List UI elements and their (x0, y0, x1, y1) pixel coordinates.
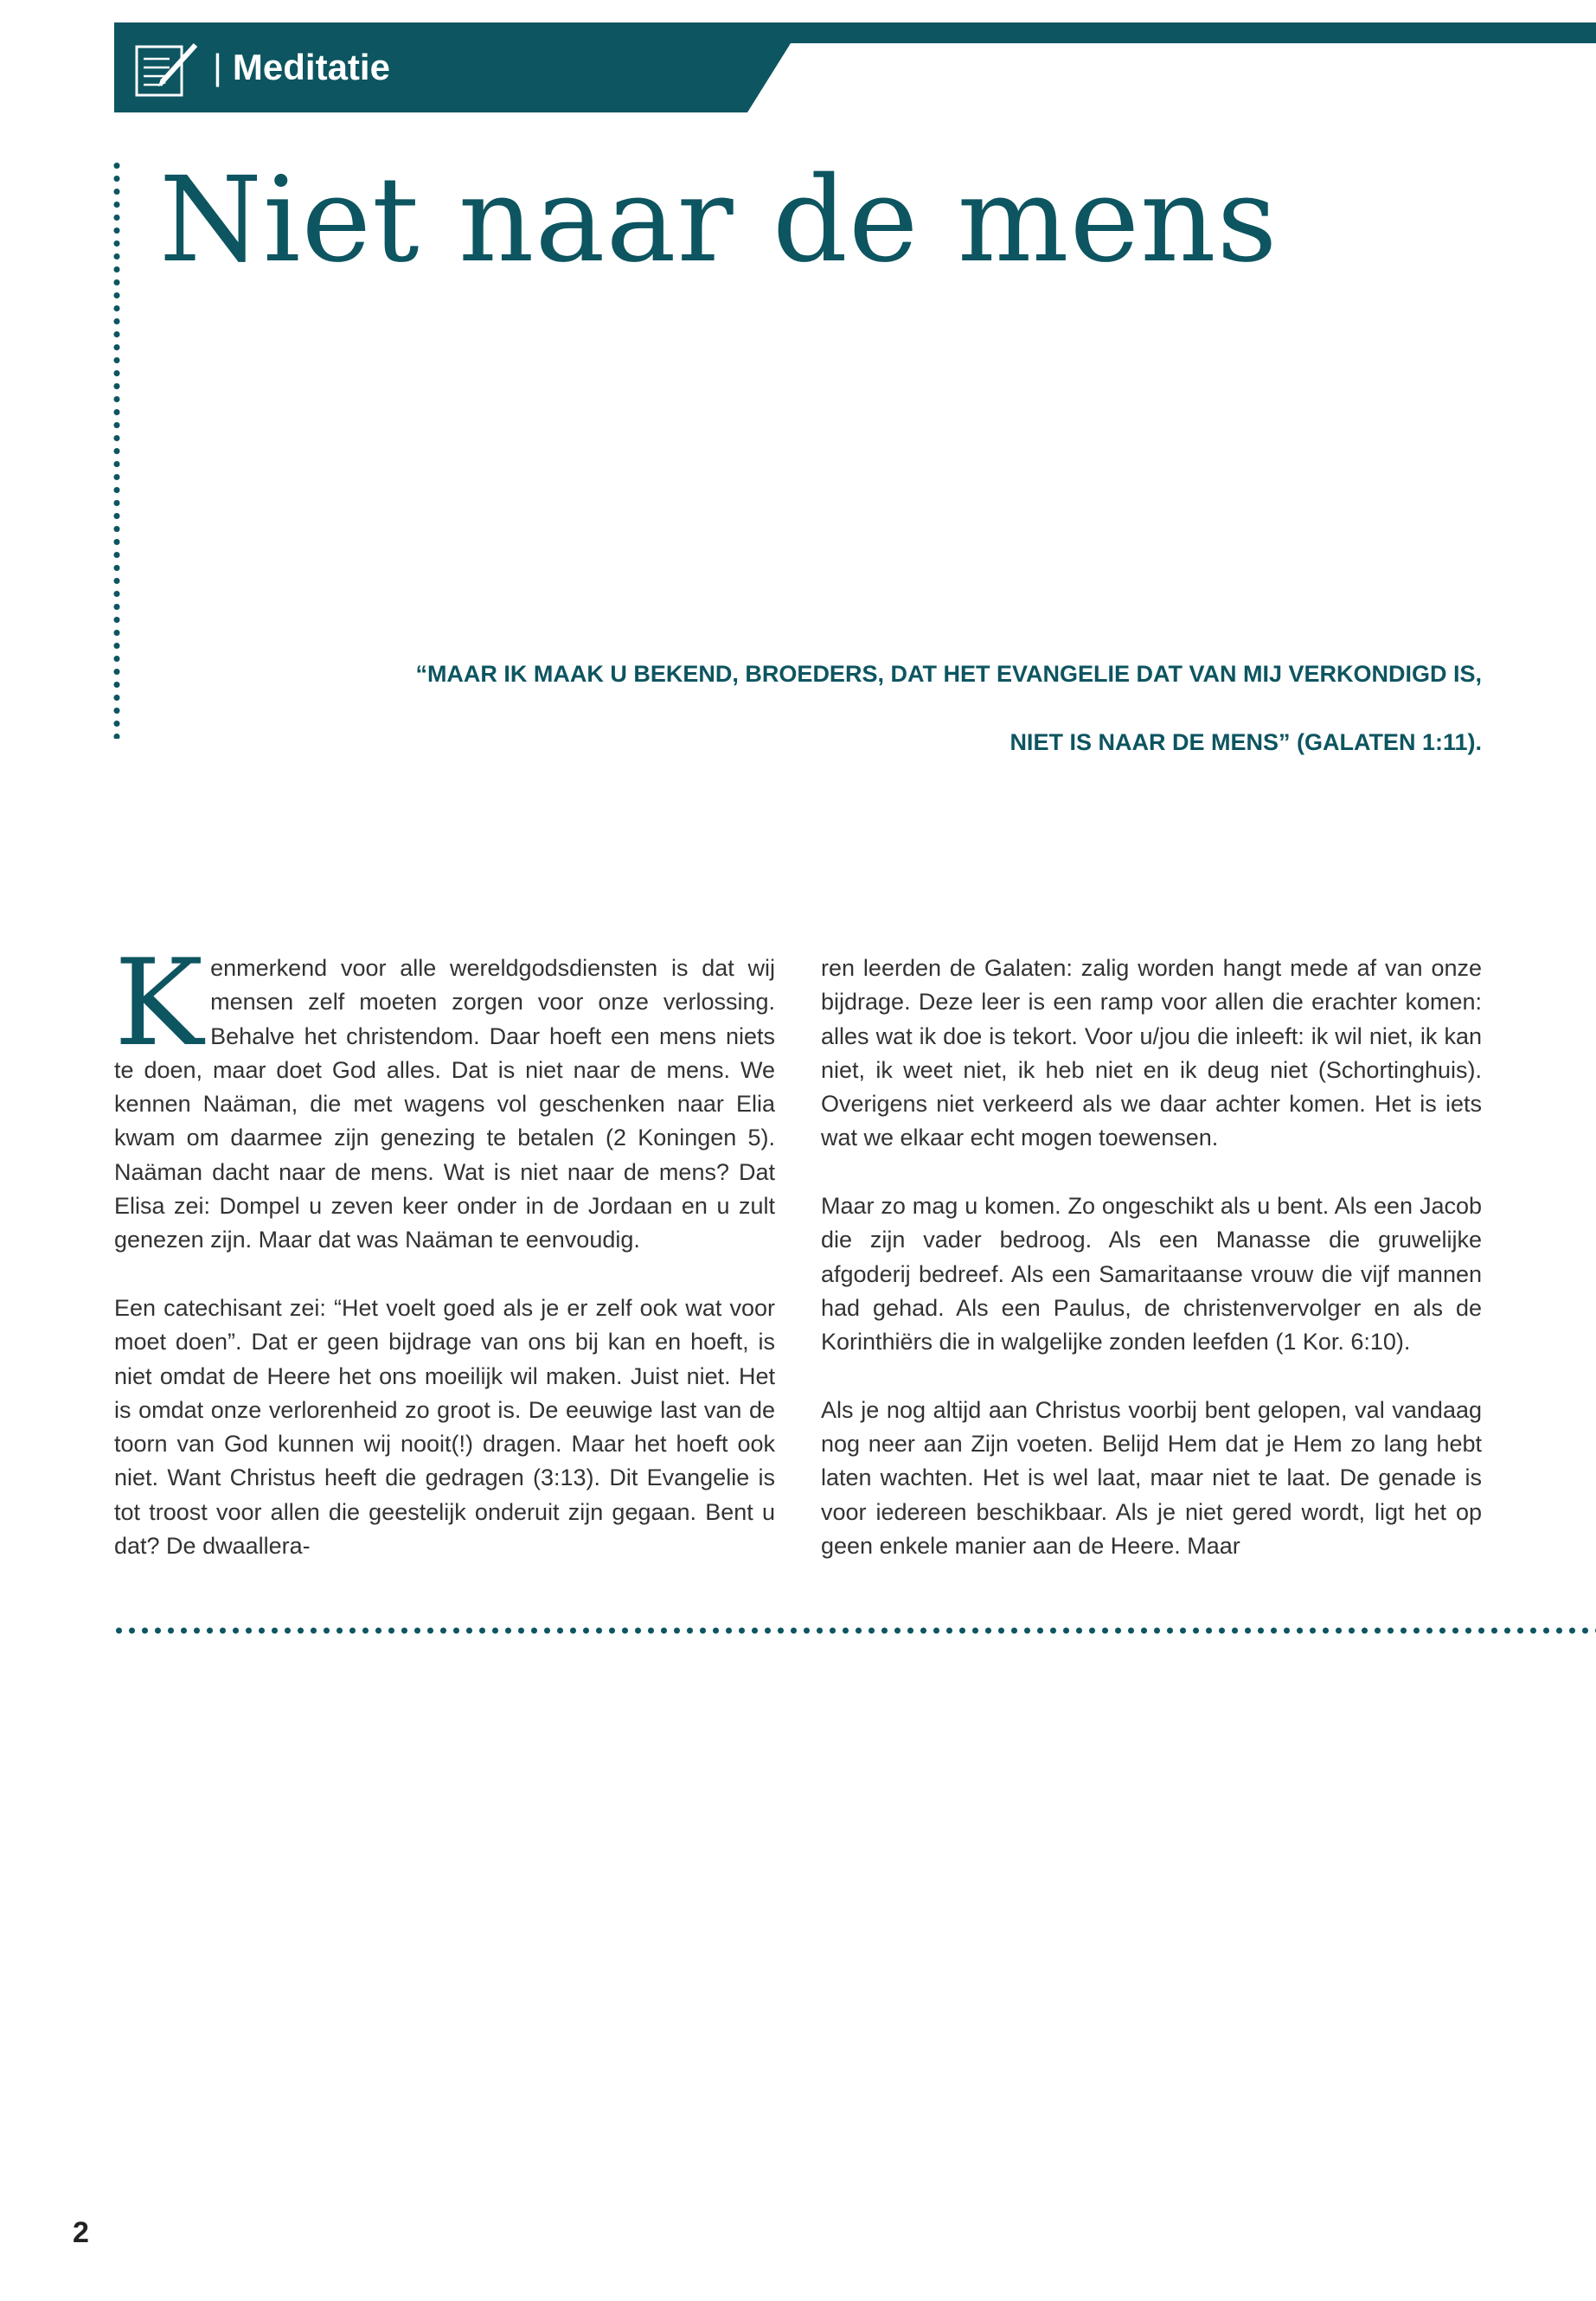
article-paragraph: ren leerden de Galaten: zalig worden hangt mede af van onze bijdrage. Deze leer is een ramp voor allen die erachter komen: alles wat ik doe is tekort. Voor u/jou die inleeft: ik wil niet, ik kan niet, ik weet niet, ik heb niet en ik deug niet (Schortinghuis). Overigens niet verkeerd als we daar achter komen. Het is iets wat we elkaar echt mogen toewensen. (821, 955, 1482, 1151)
article-title: Niet naar de mens (159, 152, 1279, 289)
paragraph-text: enmerkend voor alle wereldgodsdiensten is dat wij mensen zelf moeten zorgen voor onze verlossing. Behalve het christendom. Daar hoeft een mens niets te doen, maar doet God alles. Dat is niet naar de mens. We kennen Naäman, die met wagens vol geschenken naar Elia kwam om daarmee zijn genezing te betalen (2 Koningen 5). Naäman dacht naar de mens. Wat is niet naar de mens? Dat Elisa zei: Dompel u zeven keer onder in de Jordaan en u zult genezen zijn. Maar dat was Naäman te eenvoudig. (114, 955, 775, 1253)
article-paragraph: Als je nog altijd aan Christus voorbij bent gelopen, val vandaag nog neer aan Zijn voeten. Belijd Hem dat je Hem zo lang hebt laten wachten. Het is wel laat, maar niet te laat. De genade is voor iedereen beschikbaar. Als je niet gered wordt, ligt het op geen enkele manier aan de Heere. Maar (821, 1396, 1482, 1560)
quote-line-2: NIET IS NAAR DE MENS” (GALATEN 1:11). (1010, 729, 1482, 755)
drop-cap: K (114, 933, 204, 1073)
vertical-dotted-rule (112, 159, 121, 739)
article-column-right (821, 952, 1482, 1598)
section-separator: | (213, 47, 222, 87)
horizontal-dotted-rule (112, 1626, 1596, 1635)
article-paragraph (114, 933, 775, 1258)
article-column-left (114, 933, 775, 1598)
notepad-pen-icon (131, 38, 202, 100)
page-number: 2 (73, 2216, 89, 2249)
section-header (114, 22, 1596, 112)
scripture-quote (372, 640, 1482, 777)
article-paragraph: Een catechisant zei: “Het voelt goed als je er zelf ook wat voor moet doen”. Dat er geen bijdrage van ons bij kan en hoeft, is niet omdat de Heere het ons moeilijk wil maken. Juist niet. Het is omdat onze verlorenheid zo groot is. De eeuwige last van de toorn van God kunnen wij nooit(!) dragen. Maar het hoeft ook niet. Want Christus heeft die gedragen (3:13). Dit Evangelie is tot troost voor allen die geestelijk onderuit zijn gegaan. Bent u dat? De dwaallera- (114, 1294, 775, 1560)
section-title: Meditatie (232, 47, 390, 87)
quote-line-1: “MAAR IK MAAK U BEKEND, BROEDERS, DAT HET EVANGELIE DAT VAN MIJ VERKONDIGD IS, (415, 661, 1482, 687)
article-paragraph: Maar zo mag u komen. Zo ongeschikt als u bent. Als een Jacob die zijn vader bedroog. Als een Manasse die gruwelijke afgoderij bedreef. Als een Samaritaanse vrouw die vijf mannen had gehad. Als een Paulus, de christenvervolger en als de Korinthiërs die in walgelijke zonden leefden (1 Kor. 6:10). (821, 1193, 1482, 1356)
section-label (213, 42, 390, 93)
